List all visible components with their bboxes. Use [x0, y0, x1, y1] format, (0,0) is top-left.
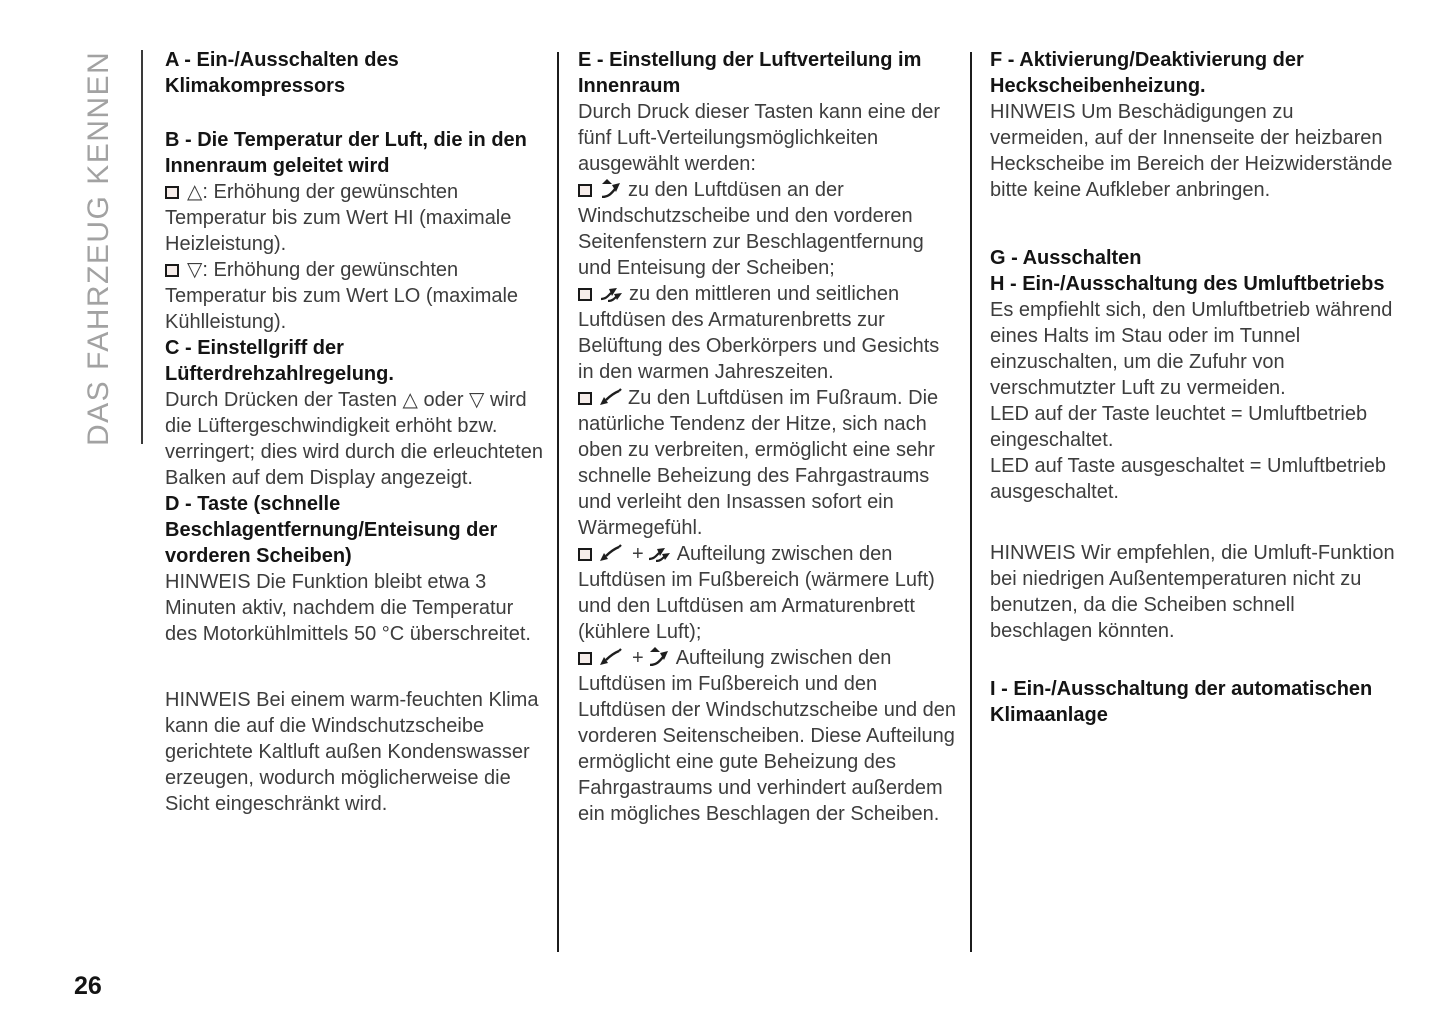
square-button-icon: [578, 652, 592, 665]
section-e-heading: E - Einstellung der Luftverteilung im Innenraum: [578, 49, 922, 97]
section-c-text: Durch Drücken der Tasten △ oder ▽ wird die Lüftergeschwindigkeit erhöht bzw. verringert; dies wird durch die erleuchteten Balken auf dem Display angezeigt.: [165, 389, 543, 489]
bullet-text: : Erhöhung der gewünschten Temperatur bis zum Wert HI (maximale Heizleistung).: [165, 181, 512, 255]
page-number: 26: [74, 972, 102, 1000]
bullet-text: : Erhöhung der gewünschten Temperatur bis zum Wert LO (maximale Kühlleistung).: [165, 259, 519, 333]
led-off-text: LED auf Taste ausgeschaltet = Umluftbetrieb ausgeschaltet.: [990, 455, 1386, 503]
column-divider-1: [557, 52, 559, 952]
column-1: [165, 47, 543, 817]
bullet-air-windshield: [578, 177, 958, 281]
column-2: [578, 47, 958, 827]
square-button-icon: [578, 548, 592, 561]
section-e-intro: Durch Druck dieser Tasten kann eine der fünf Luft-Verteilungsmöglichkeiten ausgewählt werden:: [578, 101, 941, 175]
bullet-air-floor-face: [578, 541, 958, 645]
bullet-air-floor-windshield: [578, 645, 958, 827]
square-button-icon: [578, 392, 592, 405]
note-humid-climate: HINWEIS Bei einem warm-feuchten Klima kann die auf die Windschutzscheibe gerichtete Kaltluft außen Kondenswasser erzeugen, wodurch möglicherweise die Sicht eingeschränkt wird.: [165, 689, 539, 815]
section-h-text: Es empfiehlt sich, den Umluftbetrieb während eines Halts im Stau oder im Tunnel einzuschalten, um die Zufuhr von verschmutzter Luft zu vermeiden.: [990, 299, 1393, 399]
section-f-text: HINWEIS Um Beschädigungen zu vermeiden, auf der Innenseite der heizbaren Heckscheibe im Bereich der Heizwiderstände bitte keine Aufkleber anbringen.: [990, 101, 1393, 201]
plus-sign: +: [632, 647, 644, 669]
chapter-title-vertical: DAS FAHRZEUG KENNEN: [82, 50, 115, 446]
section-f-heading: F - Aktivierung/Deaktivierung der Heckscheibenheizung.: [990, 49, 1304, 97]
bullet-text: Aufteilung zwischen den Luftdüsen im Fußbereich und den Luftdüsen der Windschutzscheibe und den vorderen Seitenscheiben. Diese Aufteilung ermöglicht eine gute Beheizung des Fahrgastraums und verhindert außerdem ein mögliches Beschlagen der Scheiben.: [578, 647, 957, 825]
section-g-heading: G - Ausschalten: [990, 247, 1142, 269]
windshield-vent-icon: [648, 647, 670, 666]
plus-sign: +: [632, 543, 644, 565]
triangle-up-icon: △: [187, 181, 203, 203]
bullet-text: zu den Luftdüsen an der Windschutzscheibe und den vorderen Seitenfenstern zur Beschlagentfernung und Enteisung der Scheiben;: [578, 179, 924, 279]
windshield-vent-icon: [600, 179, 622, 198]
square-button-icon: [165, 264, 179, 277]
floor-vent-icon: [600, 648, 622, 666]
bullet-text: zu den mittleren und seitlichen Luftdüsen des Armaturenbretts zur Belüftung des Oberkörpers und Gesichts in den warmen Jahreszeiten.: [578, 283, 940, 383]
bullet-air-floor: [578, 385, 958, 541]
section-a-heading: A - Ein-/Ausschalten des Klimakompressors: [165, 49, 399, 97]
bullet-text: Zu den Luftdüsen im Fußraum. Die natürliche Tendenz der Hitze, sich nach oben zu verbreiten, ermöglicht eine sehr schnelle Beheizung des Fahrgastraums und verleiht den Insassen sofort ein Wärmegefühl.: [578, 387, 939, 539]
section-c-heading: C - Einstellgriff der Lüfterdrehzahlregelung.: [165, 337, 394, 385]
floor-vent-icon: [600, 388, 622, 406]
led-on-text: LED auf der Taste leuchtet = Umluftbetrieb eingeschaltet.: [990, 403, 1368, 451]
floor-vent-icon: [600, 544, 622, 562]
face-vent-icon: [600, 284, 623, 302]
column-divider-2: [970, 52, 972, 952]
sidebar-rule: [141, 50, 143, 444]
bullet-temp-up: [165, 179, 543, 257]
bullet-temp-down: [165, 257, 543, 335]
section-b-heading: B - Die Temperatur der Luft, die in den Innenraum geleitet wird: [165, 129, 527, 177]
bullet-text: Aufteilung zwischen den Luftdüsen im Fußbereich (wärmere Luft) und den Luftdüsen am Armaturenbrett (kühlere Luft);: [578, 543, 935, 643]
square-button-icon: [578, 184, 592, 197]
face-vent-icon: [648, 544, 671, 562]
section-d-text: HINWEIS Die Funktion bleibt etwa 3 Minuten aktiv, nachdem die Temperatur des Motorkühlmittels 50 °C überschreitet.: [165, 571, 531, 645]
section-i-heading: I - Ein-/Ausschaltung der automatischen Klimaanlage: [990, 678, 1373, 726]
column-3: [990, 47, 1395, 728]
square-button-icon: [165, 186, 179, 199]
triangle-down-icon: ▽: [187, 259, 203, 281]
note-recirculation: HINWEIS Wir empfehlen, die Umluft-Funktion bei niedrigen Außentemperaturen nicht zu benutzen, da die Scheiben schnell beschlagen könnten.: [990, 542, 1395, 642]
bullet-air-face: [578, 281, 958, 385]
section-d-heading: D - Taste (schnelle Beschlagentfernung/Enteisung der vorderen Scheiben): [165, 493, 498, 567]
section-h-heading: H - Ein-/Ausschaltung des Umluftbetriebs: [990, 273, 1385, 295]
square-button-icon: [578, 288, 592, 301]
